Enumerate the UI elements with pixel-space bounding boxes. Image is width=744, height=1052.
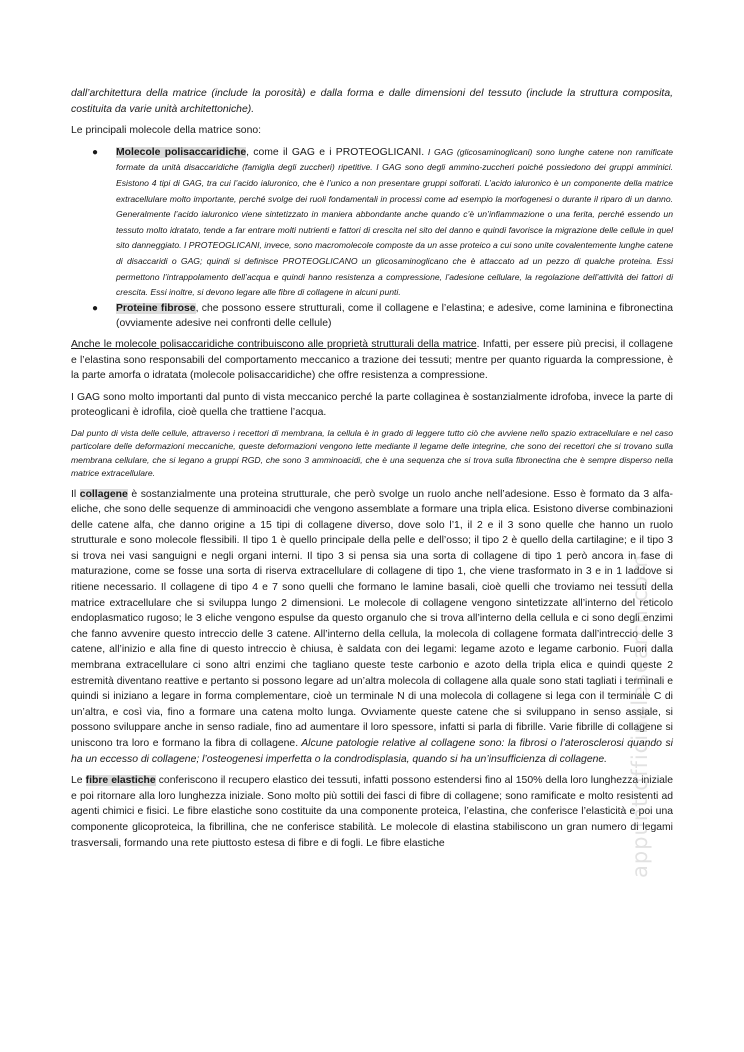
collagene-prefix: Il	[71, 488, 80, 500]
collagene-italic: Alcune patologie relative al collagene sono: la fibrosi o l’aterosclerosi quando si ha un eccesso di collagene; l’osteogenesi imperfetta o la condrodisplasia, quando si ha un’insufficienza di collagene.	[71, 738, 673, 765]
term-elastiche: fibre elastiche	[85, 775, 156, 787]
watermark: appuntiofficinalesearch.com	[628, 553, 652, 878]
lead-proteine: , che possono essere strutturali, come il collagene e l’elastina; e adesive, come laminina e fibronectina (ovviamente adesive nei confronti delle cellule)	[116, 302, 673, 330]
term-collagene: collagene	[79, 488, 128, 500]
anche-rest: . Infatti, per essere più precisi, il collagene e l’elastina sono responsabili del comportamento meccanico a trazione dei tessuti; mentre per quanto riguarda la compressione, è la parte amorfa o idratata (molecole polisaccaridiche) che offre resistenza a compressione.	[71, 338, 673, 382]
term-polisaccaridi: Molecole polisaccaridiche	[116, 146, 247, 158]
collagene-paragraph	[71, 487, 673, 768]
term-proteine: Proteine fibrose	[116, 302, 196, 314]
principali-paragraph: Le principali molecole della matrice sono:	[71, 125, 262, 137]
molecule-list	[71, 145, 673, 332]
list-item-proteine	[71, 301, 673, 332]
elastiche-prefix: Le	[71, 775, 86, 787]
anche-underlined: Anche le molecole polisaccaridiche contribuiscono alle proprietà strutturali della matrice	[71, 338, 477, 350]
bullet-icon: ●	[92, 146, 99, 158]
document-body	[71, 86, 673, 857]
list-item-polisaccaridi	[71, 145, 673, 301]
intro-paragraph: dall’architettura della matrice (include la porosità) e dalla forma e dalle dimensioni del tessuto (include la struttura composita, costituita da varie unità architettoniche).	[71, 88, 673, 115]
elastiche-paragraph	[71, 773, 673, 851]
lead-polisaccaridi: , come il GAG e i PROTEOGLICANI.	[246, 146, 425, 158]
gag-paragraph: I GAG sono molto importanti dal punto di vista meccanico perché la parte collaginea è sostanzialmente idrofoba, invece la parte di proteoglicani è idrofila, cioè quella che trattiene l’acqua.	[71, 391, 673, 419]
anche-paragraph	[71, 337, 673, 384]
bullet-icon: ●	[92, 302, 99, 314]
collagene-text: è sostanzialmente una proteina strutturale, che però svolge un ruolo anche nell’adesione. Esso è formato da 3 alfa-eliche, che sono delle sequenze di amminoacidi che vengono assemblate a formare una tripla elica. Esistono diverse combinazioni delle catene alfa, che danno origine a 15 tipi di collagene diverso, dove solo l’1, il 2 e il 3 sono quelle che hanno un ruolo strutturale e sono molecole flessibili. Il tipo 1 è quello principale della pelle e dell’osso; il tipo 2 è quello della cartilagine; e il tipo 3 si trova nei vasi sanguigni e negli organi interni. Il tipo 3 si pensa sia una sorta di collagene di tipo 1 però ancora in fase di maturazione, come se fosse una sorta di riserva extracellulare di collagene di tipo 1, che viene trasformato in 3 e in 1 laddove si ritiene necessario. Il collagene di tipo 4 e 7 sono quelli che formano le lamine basali, cioè quelli che troviamo nei tessuti della matrice extracellulare che si sviluppa lungo 2 dimensioni. Le molecole di collagene vengono sintetizzate all’interno del reticolo endoplasmatico rugoso; le 3 eliche vengono espulse da questo organulo che si trova all’interno della cellula e ci sono degli enzimi che fanno avvenire questo intreccio delle 3 catene. All’interno della cellula, la molecola di collagene formata dall’intreccio delle 3 catene, all’inizio e alla fine di questo intreccio è chiusa, è saldata con dei legami: legame azoto e legame carbonio. Fuori dalla membrana extracellulare ci sono altri enzimi che tagliano queste teste carbonio e azoto della tripla elica e quindi queste 2 estremità diventano reattive e pertanto si possono legare ad un’altra molecola di collagene alla quale sono stati tagliati i terminali e quindi si iniziano a legare in forma complementare, cioè un terminale N di una molecola di collagene si lega con il terminale C di un’altra, e così via, fino a formare una catena molto lunga. Ovviamente queste catene che si sviluppano in senso assiale, si possono sviluppare anche in senso radiale, fino ad aumentare il loro spessore, infatti si parla di fibrille. Varie fibrille di collagene si uniscono tra loro e formano la fibra di collagene.	[71, 488, 673, 749]
cellule-paragraph: Dal punto di vista delle cellule, attraverso i recettori di membrana, la cellula è in grado di leggere tutto ciò che avviene nello spazio extracellulare e nel caso particolare delle deformazioni meccaniche, queste deformazioni vengono lette mediante il legame delle integrine, che sono dei recettori che si trovano sulla membrana cellulare, che si legano a gruppi RGD, che sono 3 amminoacidi, che è una sequenza che si trova sulla fibronectina che è sempre disperso nella matrice extracellulare.	[71, 427, 673, 479]
elastiche-text: conferiscono il recupero elastico dei tessuti, infatti possono estendersi fino al 150% della loro lunghezza iniziale e poi ritornare alla loro lunghezza iniziale. Sono molto più sottili dei fasci di fibre di collagene; sono ramificate e molto resistenti ad agenti chimici e fisici. Le fibre elastiche sono costituite da una componente proteica, l’elastina, che conferisce l’elasticità e poi una componente glicoproteica, la fibrillina, che ne conferisce stabilità. Le molecole di elastina stabiliscono un gran numero di legami trasversali, formando una rete piuttosto estesa di fibre e di fogli. Le fibre elastiche	[71, 775, 673, 849]
detail-polisaccaridi: I GAG (glicosaminoglicani) sono lunghe catene non ramificate formate da unità disaccaridiche (famiglia degli zuccheri) ripetitive. I GAG sono degli ammino-zuccheri poiché possiedono dei gruppi amminici. Esistono 4 tipi di GAG, tra cui l’acido ialuronico, che è l’unico a non presentare gruppi solforati. L’acido ialuronico è un componente della matrice extracellulare molto importante, perché svolge dei ruoli fondamentali in processi come ad esempio la morfogenesi o durante il riparo di un danno. Generalmente l’acido ialuronico viene sintetizzato in maniera abbondante anche quando c’è un’infiammazione o una ferita, perché essendo un tessuto molto idratato, tende a far entrare molti nutrienti e fattori di crescita nel sito del danno e quindi favorisce la migrazione delle cellule in quel sito danneggiato. I PROTEOGLICANI, invece, sono macromolecole composte da un asse proteico a cui sono unite covalentemente lunghe catene di disaccaridi o GAG; quindi si definisce PROTEOGLICANO un glicosaminoglicano che è attaccato ad un pezzo di qualche proteina. Essi permettono l’intrappolamento dell’acqua e quindi hanno resistenza a compressione, l’adesione cellulare, la regolazione dell’attività dei fattori di crescita. Essi inoltre, si devono legare alle fibre di collagene in alcuni punti.	[116, 146, 673, 298]
